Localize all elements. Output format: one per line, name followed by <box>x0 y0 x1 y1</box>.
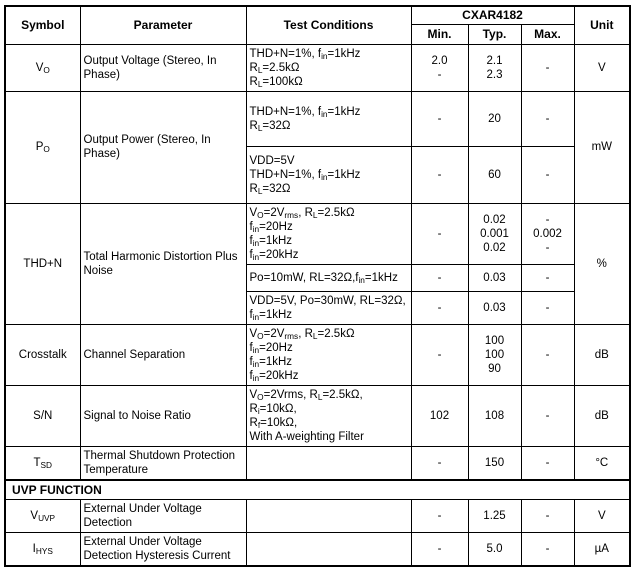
min-cell: 102 <box>411 385 468 446</box>
parameter-cell: Output Voltage (Stereo, In Phase) <box>80 44 246 91</box>
parameter-cell: Channel Separation <box>80 324 246 385</box>
test-conditions-cell <box>246 532 411 566</box>
typ-cell: 2.1 2.3 <box>468 44 521 91</box>
typ-cell: 20 <box>468 91 521 146</box>
unit-cell: dB <box>574 385 630 446</box>
min-cell: - <box>411 264 468 291</box>
column-header-typ: Typ. <box>468 24 521 44</box>
min-cell: - <box>411 91 468 146</box>
typ-cell: 108 <box>468 385 521 446</box>
test-conditions-cell: THD+N=1%, $f_{in}=1kHz$ $R_L=2.5k\Omega$ $R_L=100k\Omega$ <box>246 44 411 91</box>
symbol-cell: $P_O$ <box>5 91 80 203</box>
max-cell: - 0.002 - <box>521 203 574 264</box>
part-number-header: CXAR4182 <box>411 6 574 24</box>
test-conditions-cell: $V_O=2Vrms$, $R_L=2.5k\Omega$, $R_i=10k\Omega$, $R_f=10k\Omega$, With A-weighting Filter <box>246 385 411 446</box>
column-header-parameter: Parameter <box>80 6 246 44</box>
max-cell: - <box>521 532 574 566</box>
row-thermal-shutdown <box>5 446 630 480</box>
max-cell: - <box>521 44 574 91</box>
unit-cell: V <box>574 499 630 532</box>
typ-cell: 60 <box>468 146 521 203</box>
symbol-cell: $I_{HYS}$ <box>5 532 80 566</box>
typ-cell: 0.03 <box>468 264 521 291</box>
symbol-cell: $T_{SD}$ <box>5 446 80 480</box>
symbol-cell: S/N <box>5 385 80 446</box>
typ-cell: 0.02 0.001 0.02 <box>468 203 521 264</box>
symbol-cell: THD+N <box>5 203 80 324</box>
unit-cell: % <box>574 203 630 324</box>
min-cell: - <box>411 291 468 324</box>
row-output-voltage <box>5 44 630 91</box>
typ-cell: 150 <box>468 446 521 480</box>
max-cell: - <box>521 324 574 385</box>
typ-cell: 0.03 <box>468 291 521 324</box>
row-crosstalk <box>5 324 630 385</box>
max-cell: - <box>521 499 574 532</box>
min-cell: - <box>411 203 468 264</box>
symbol-cell: $V_{UVP}$ <box>5 499 80 532</box>
column-header-unit: Unit <box>574 6 630 44</box>
row-under-voltage-detection <box>5 499 630 532</box>
symbol-cell: $V_O$ <box>5 44 80 91</box>
row-signal-to-noise <box>5 385 630 446</box>
parameter-cell: External Under Voltage Detection <box>80 499 246 532</box>
min-cell: - <box>411 146 468 203</box>
min-cell: - <box>411 499 468 532</box>
electrical-characteristics-table <box>4 5 631 567</box>
row-thdn-1 <box>5 203 630 264</box>
min-cell: - <box>411 446 468 480</box>
symbol-cell: Crosstalk <box>5 324 80 385</box>
unit-cell: dB <box>574 324 630 385</box>
test-conditions-cell <box>246 446 411 480</box>
parameter-cell: Total Harmonic Distortion Plus Noise <box>80 203 246 324</box>
unit-cell: °C <box>574 446 630 480</box>
column-header-symbol: Symbol <box>5 6 80 44</box>
test-conditions-cell: VDD=5V, Po=30mW, RL=32Ω, $f_{in}=1kHz$ <box>246 291 411 324</box>
unit-cell: V <box>574 44 630 91</box>
section-row-uvp-function <box>5 480 630 500</box>
typ-cell: 5.0 <box>468 532 521 566</box>
test-conditions-cell: $V_O=2V_{rms}$, $R_L=2.5k\Omega$ $f_{in}=20Hz$ $f_{in}=1kHz$ $f_{in}=20kHz$ <box>246 324 411 385</box>
unit-cell: mW <box>574 91 630 203</box>
max-cell: - <box>521 264 574 291</box>
column-header-min: Min. <box>411 24 468 44</box>
max-cell: - <box>521 446 574 480</box>
parameter-cell: External Under Voltage Detection Hysteresis Current <box>80 532 246 566</box>
column-header-max: Max. <box>521 24 574 44</box>
max-cell: - <box>521 146 574 203</box>
max-cell: - <box>521 91 574 146</box>
unit-cell: µA <box>574 532 630 566</box>
typ-cell: 100 100 90 <box>468 324 521 385</box>
min-cell: 2.0 - <box>411 44 468 91</box>
test-conditions-cell: VDD=5V THD+N=1%, $f_{in}=1kHz$ $R_L=32\Omega$ <box>246 146 411 203</box>
header-row-top <box>5 6 630 24</box>
row-hysteresis-current <box>5 532 630 566</box>
max-cell: - <box>521 291 574 324</box>
parameter-cell: Thermal Shutdown Protection Temperature <box>80 446 246 480</box>
typ-cell: 1.25 <box>468 499 521 532</box>
parameter-cell: Signal to Noise Ratio <box>80 385 246 446</box>
min-cell: - <box>411 532 468 566</box>
parameter-cell: Output Power (Stereo, In Phase) <box>80 91 246 203</box>
min-cell: - <box>411 324 468 385</box>
test-conditions-cell: $V_O=2V_{rms}$, $R_L=2.5k\Omega$ $f_{in}=20Hz$ $f_{in}=1kHz$ $f_{in}=20kHz$ <box>246 203 411 264</box>
max-cell: - <box>521 385 574 446</box>
test-conditions-cell: THD+N=1%, $f_{in}=1kHz$ $R_L=32\Omega$ <box>246 91 411 146</box>
test-conditions-cell: Po=10mW, $RL=32\Omega,f_{in}=1kHz$ <box>246 264 411 291</box>
test-conditions-cell <box>246 499 411 532</box>
section-label: UVP FUNCTION <box>5 480 630 500</box>
column-header-test-conditions: Test Conditions <box>246 6 411 44</box>
row-output-power-1 <box>5 91 630 146</box>
